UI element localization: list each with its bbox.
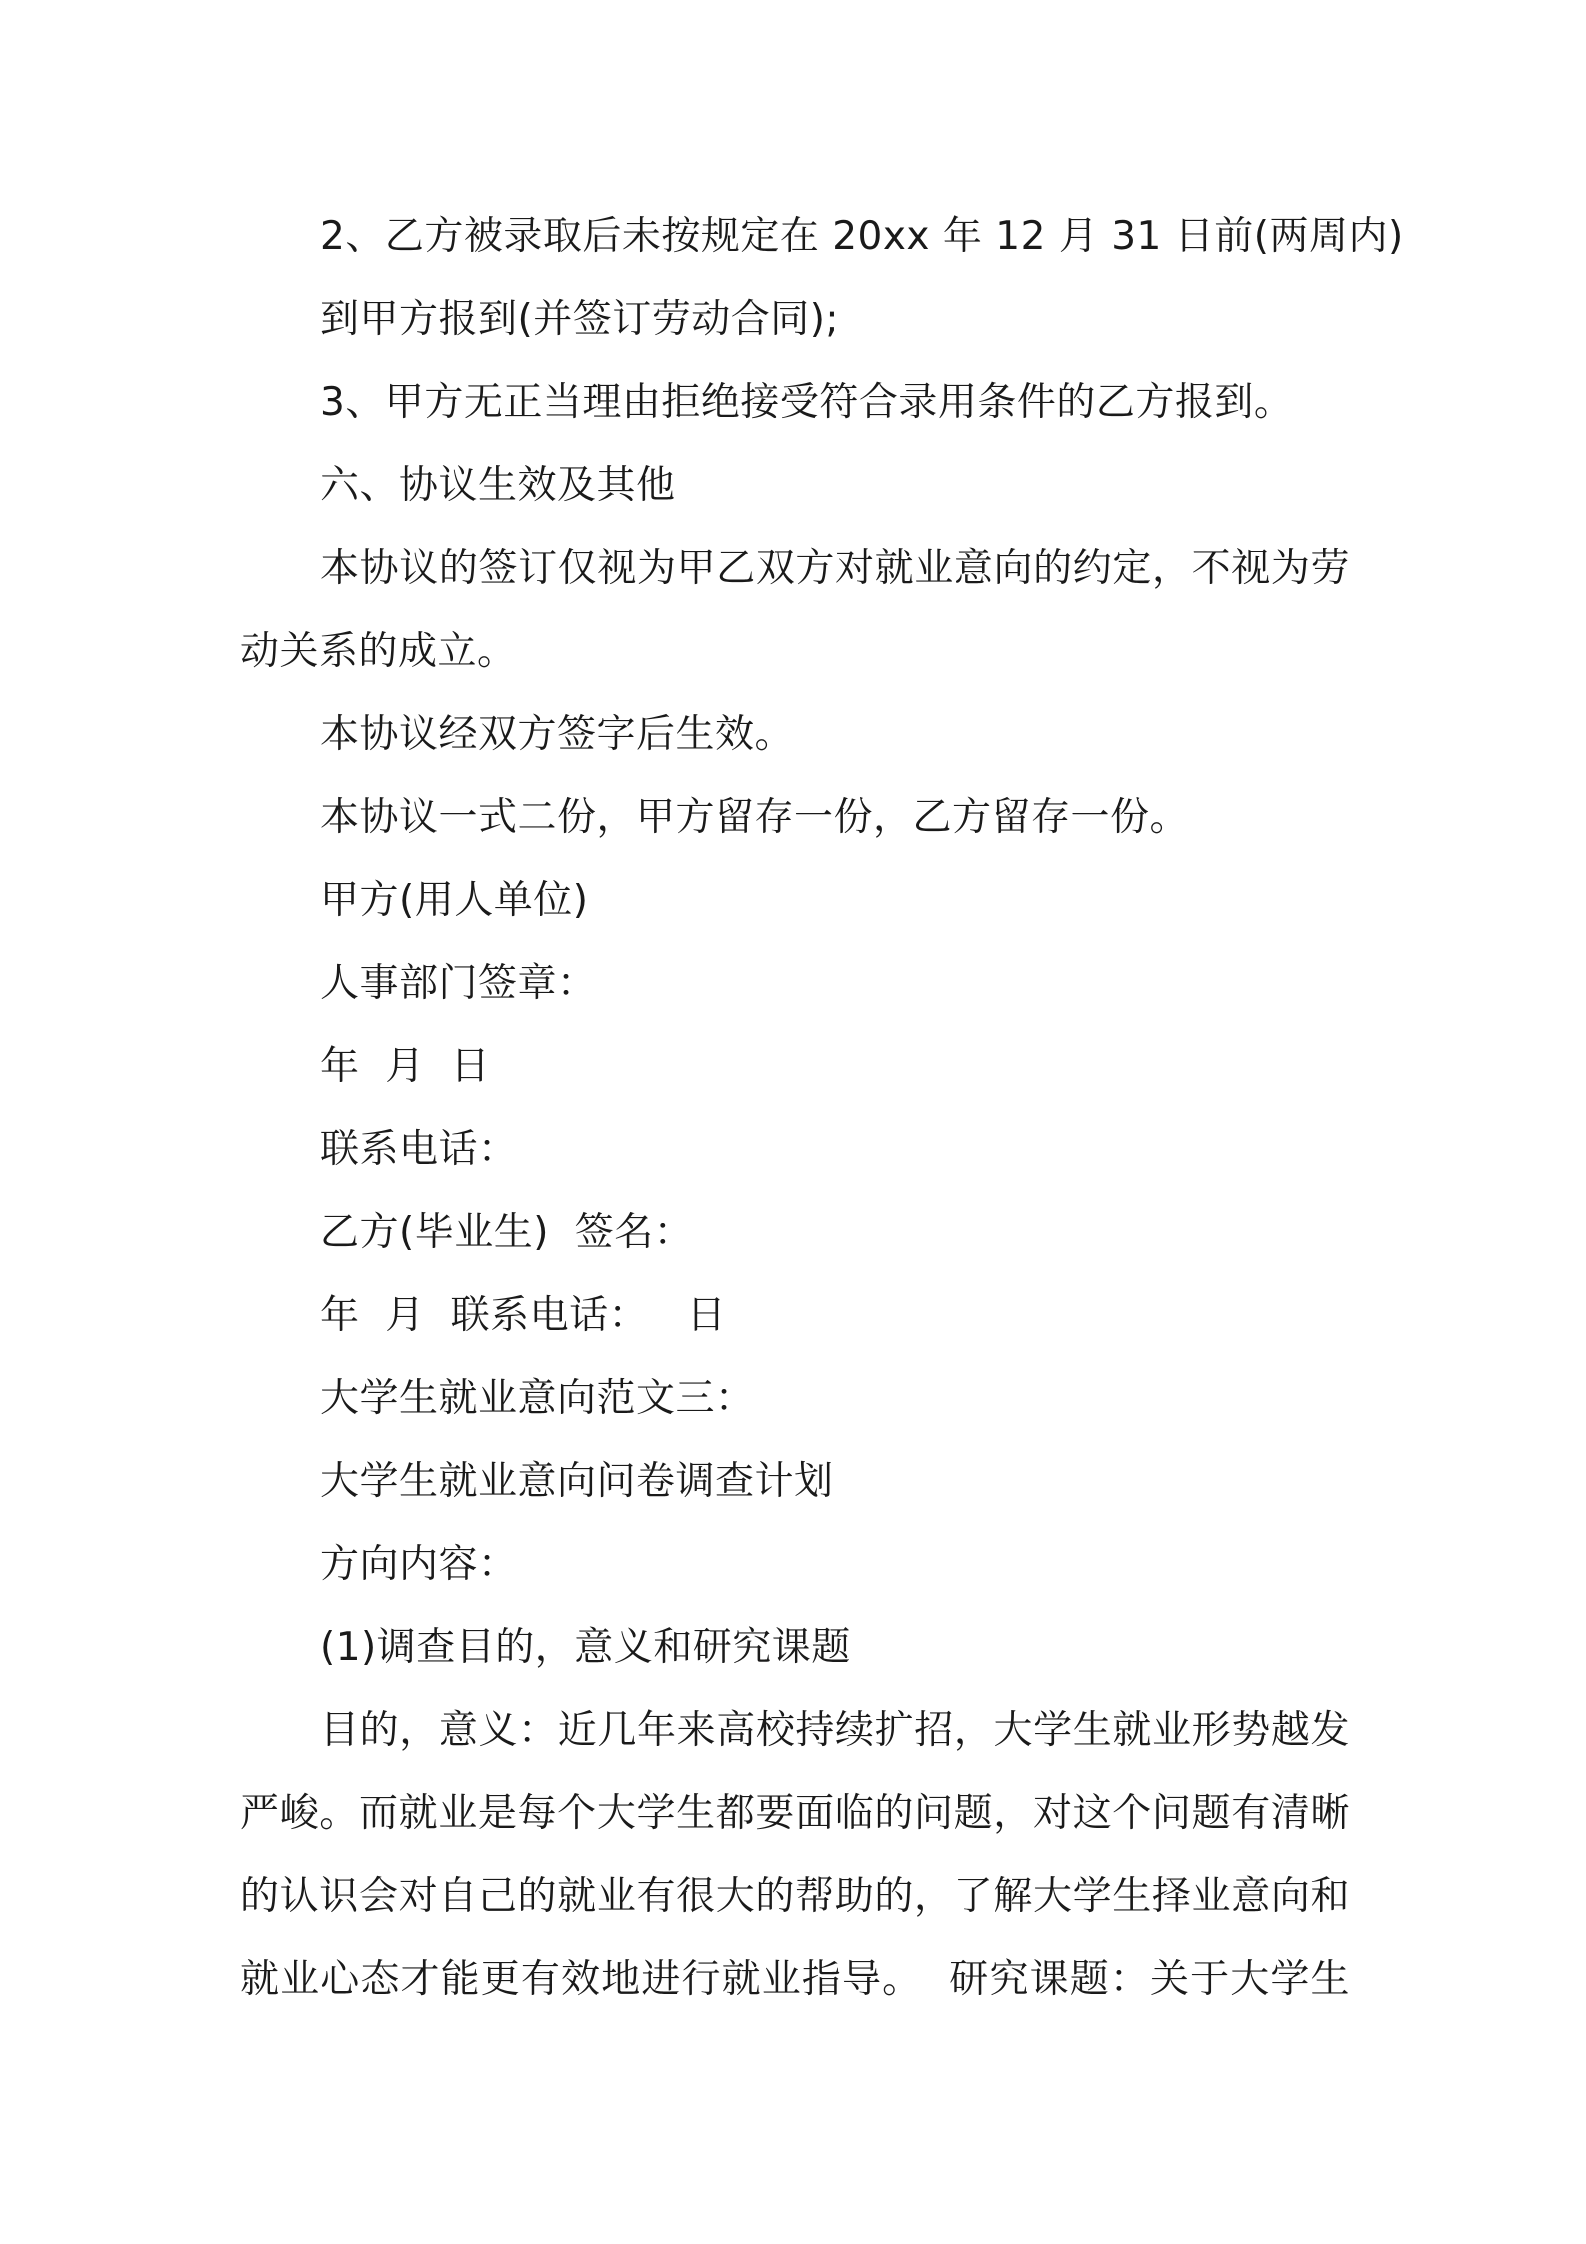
- signature-party-b: 乙方(毕业生) 签名：: [320, 1210, 694, 1255]
- paragraph-line: 2、乙方被录取后未按规定在 20xx 年 12 月 31 日前(两周内): [320, 214, 1404, 259]
- section-heading: 六、协议生效及其他: [320, 463, 676, 508]
- section-heading: 大学生就业意向范文三：: [320, 1376, 755, 1421]
- signature-phone: 联系电话：: [320, 1127, 518, 1172]
- section-heading: (1)调查目的，意义和研究课题: [320, 1625, 851, 1670]
- signature-date-phone: 年 月 联系电话： 日: [320, 1293, 727, 1338]
- document-title: 大学生就业意向问卷调查计划: [320, 1459, 834, 1504]
- paragraph-line: 严峻。而就业是每个大学生都要面临的问题，对这个问题有清晰: [240, 1791, 1350, 1836]
- paragraph-line: 就业心态才能更有效地进行就业指导。 研究课题：关于大学生: [240, 1957, 1350, 2002]
- signature-seal-label: 人事部门签章：: [320, 961, 597, 1006]
- paragraph-line: 本协议的签订仅视为甲乙双方对就业意向的约定，不视为劳: [320, 546, 1350, 591]
- paragraph-line: 动关系的成立。: [240, 629, 517, 674]
- paragraph-line: 3、甲方无正当理由拒绝接受符合录用条件的乙方报到。: [320, 380, 1294, 425]
- paragraph-line: 目的，意义：近几年来高校持续扩招，大学生就业形势越发: [320, 1708, 1350, 1753]
- signature-party-a: 甲方(用人单位): [320, 878, 589, 923]
- section-heading: 方向内容：: [320, 1542, 518, 1587]
- signature-date: 年 月 日: [320, 1044, 491, 1089]
- paragraph-line: 到甲方报到(并签订劳动合同);: [320, 297, 840, 342]
- document-body: [240, 195, 1404, 2021]
- paragraph-line: 本协议一式二份，甲方留存一份，乙方留存一份。: [320, 795, 1190, 840]
- paragraph-line: 的认识会对自己的就业有很大的帮助的，了解大学生择业意向和: [240, 1874, 1350, 1919]
- paragraph-line: 本协议经双方签字后生效。: [320, 712, 795, 757]
